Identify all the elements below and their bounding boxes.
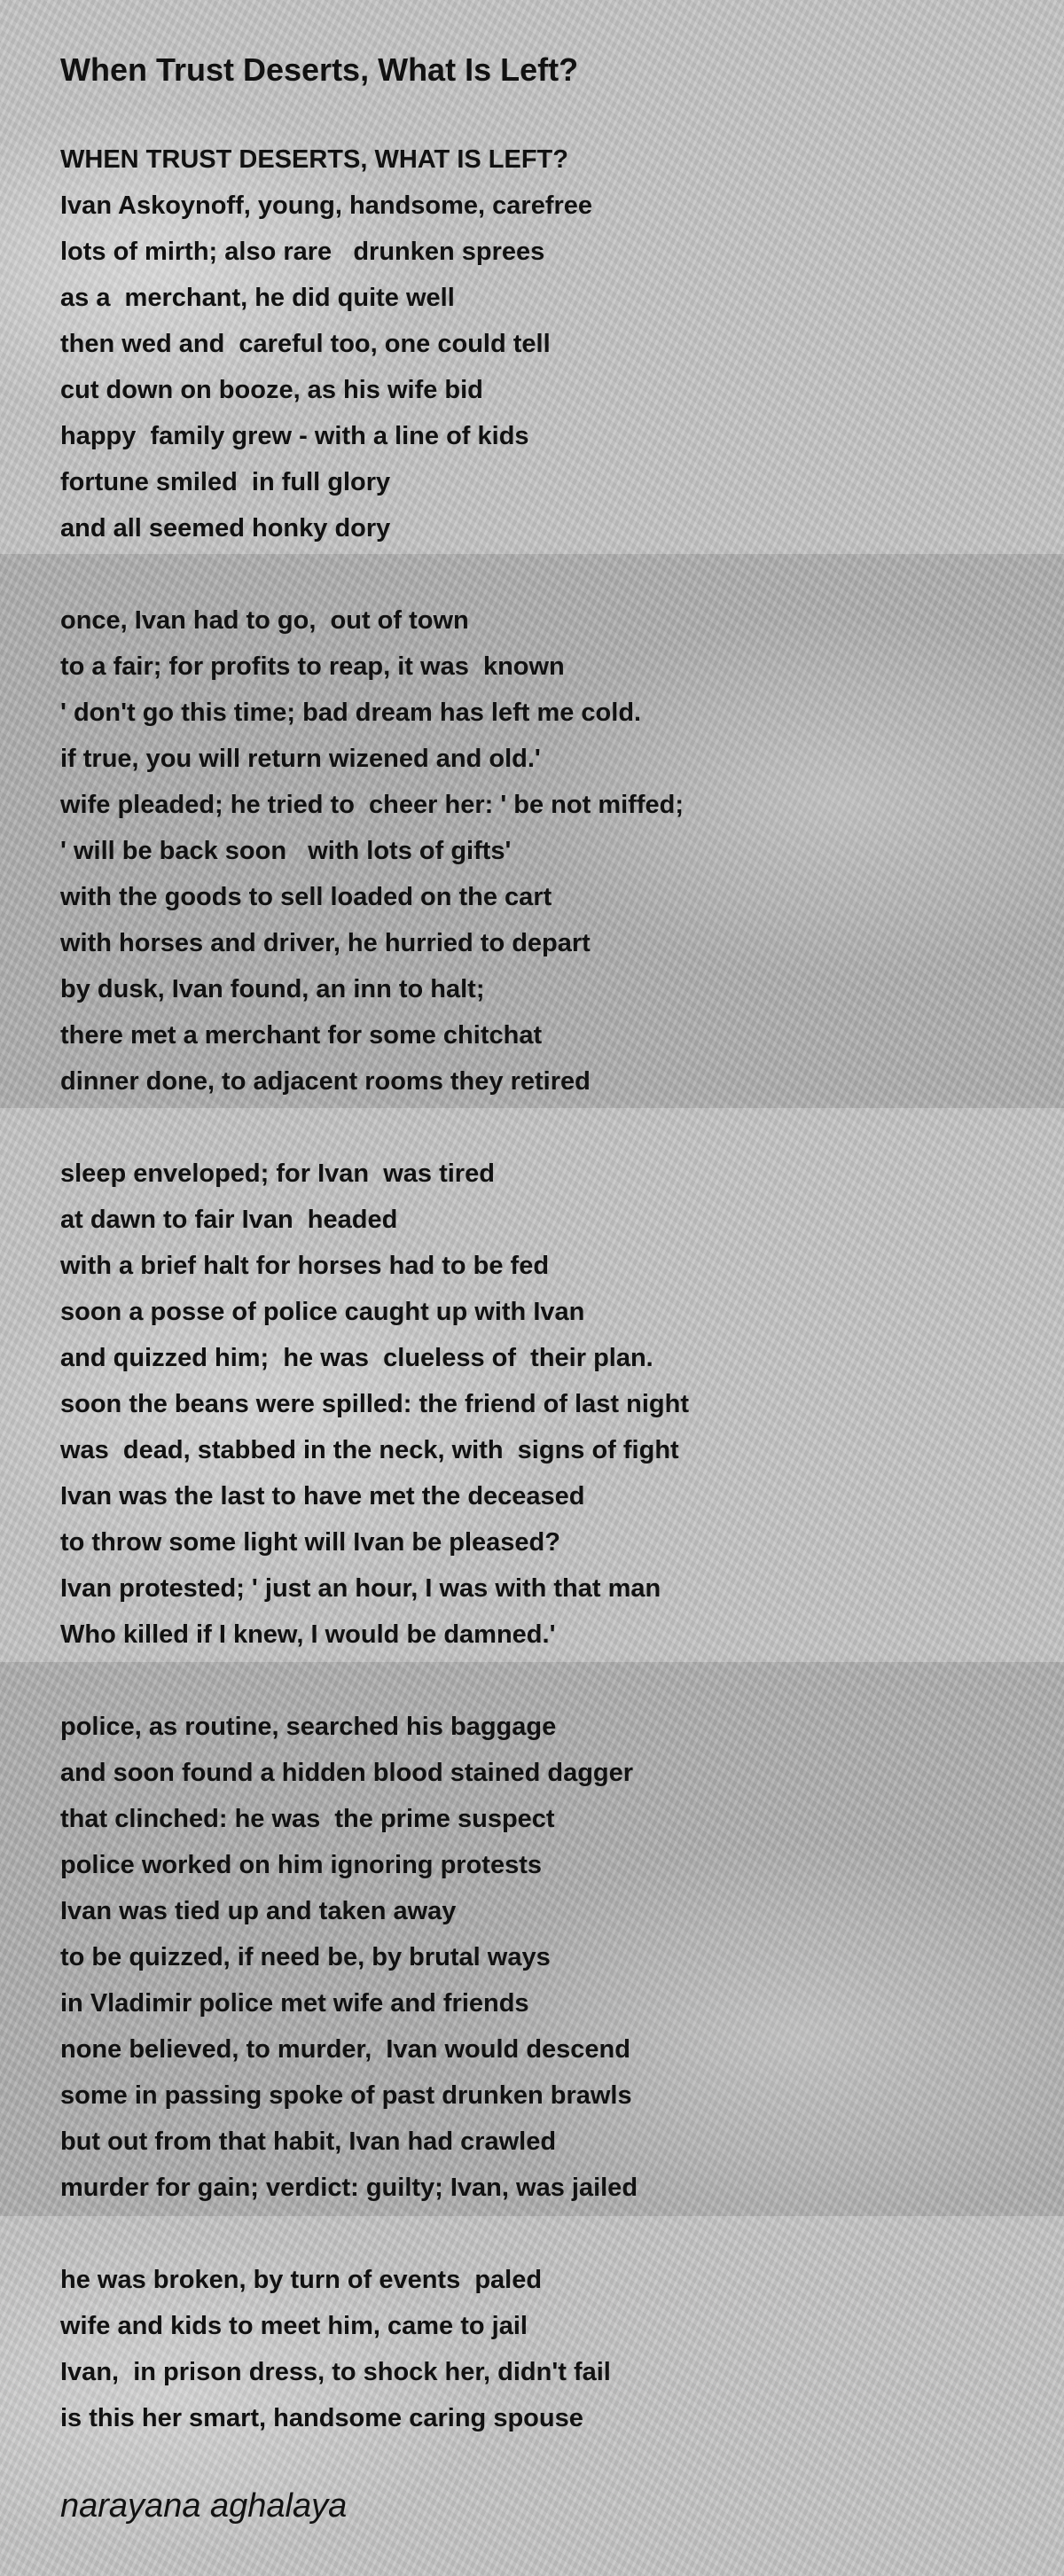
poem-line: none believed, to murder, Ivan would descend [60,2035,630,2064]
poem-line: once, Ivan had to go, out of town [60,606,469,635]
poem-container [60,44,1018,2487]
poem-line: Ivan was the last to have met the deceased [60,1482,585,1510]
poem-line: with a brief halt for horses had to be fed [60,1252,550,1280]
poem-line: and all seemed honky dory [60,514,391,543]
poem-line: Ivan was tied up and taken away [60,1897,457,1925]
poem-line: some in passing spoke of past drunken brawls [60,2081,632,2110]
poem-line: wife pleaded; he tried to cheer her: ' be not miffed; [60,791,684,819]
poem-line: dinner done, to adjacent rooms they retired [60,1067,591,1096]
poem-line: WHEN TRUST DESERTS, WHAT IS LEFT? [60,145,568,174]
poem-title: When Trust Deserts, What Is Left? [60,51,579,88]
poem-line: Ivan Askoynoff, young, handsome, carefree [60,191,593,220]
poem-line: Ivan, in prison dress, to shock her, didn't fail [60,2358,611,2386]
poem-line: if true, you will return wizened and old.' [60,745,541,773]
poem-line: he was broken, by turn of events paled [60,2266,543,2294]
poem-line: but out from that habit, Ivan had crawled [60,2127,557,2156]
stanza [60,1704,1018,2211]
poem-line: to throw some light will Ivan be pleased? [60,1528,560,1557]
poem-line: murder for gain; verdict: guilty; Ivan, was jailed [60,2174,638,2202]
poem-line: with the goods to sell loaded on the cart [60,883,552,911]
poem-author[interactable]: narayana aghalaya [60,2487,348,2525]
poem-line: with horses and driver, he hurried to depart [60,929,591,957]
poem-line: to be quizzed, if need be, by brutal ways [60,1943,551,1971]
poem-line: by dusk, Ivan found, an inn to halt; [60,975,485,1003]
poem-line: Who killed if I knew, I would be damned.' [60,1620,556,1649]
poem-line: police, as routine, searched his baggage [60,1713,557,1741]
stanza [60,137,1018,551]
poem-line: and quizzed him; he was clueless of their plan. [60,1344,653,1372]
poem-line: police worked on him ignoring protests [60,1851,542,1879]
poem-line: then wed and careful too, one could tell [60,330,551,358]
poem-body [60,137,1018,2441]
poem-line: soon a posse of police caught up with Ivan [60,1298,585,1326]
poem-line: Ivan protested; ' just an hour, I was with that man [60,1574,661,1603]
poem-line: as a merchant, he did quite well [60,284,455,312]
poem-line: to a fair; for profits to reap, it was known [60,652,565,681]
poem-line: and soon found a hidden blood stained dagger [60,1759,634,1787]
stanza [60,2257,1018,2441]
poem-line: at dawn to fair Ivan headed [60,1206,398,1234]
poem-line: ' don't go this time; bad dream has left me cold. [60,699,642,727]
poem-line: fortune smiled in full glory [60,468,391,496]
poem-line: in Vladimir police met wife and friends [60,1989,529,2018]
stanza [60,597,1018,1105]
poem-line: sleep enveloped; for Ivan was tired [60,1159,495,1188]
poem-line: that clinched: he was the prime suspect [60,1805,555,1833]
poem-line: is this her smart, handsome caring spouse [60,2404,583,2432]
poem-line: wife and kids to meet him, came to jail [60,2312,528,2340]
poem-line: ' will be back soon with lots of gifts' [60,837,512,865]
poem-line: cut down on booze, as his wife bid [60,376,483,404]
poem-line: happy family grew - with a line of kids [60,422,529,450]
poem-line: there met a merchant for some chitchat [60,1021,543,1050]
poem-line: lots of mirth; also rare drunken sprees [60,238,545,266]
stanza [60,1151,1018,1658]
poem-line: soon the beans were spilled: the friend of last night [60,1390,689,1418]
poem-line: was dead, stabbed in the neck, with signs of fight [60,1436,679,1464]
